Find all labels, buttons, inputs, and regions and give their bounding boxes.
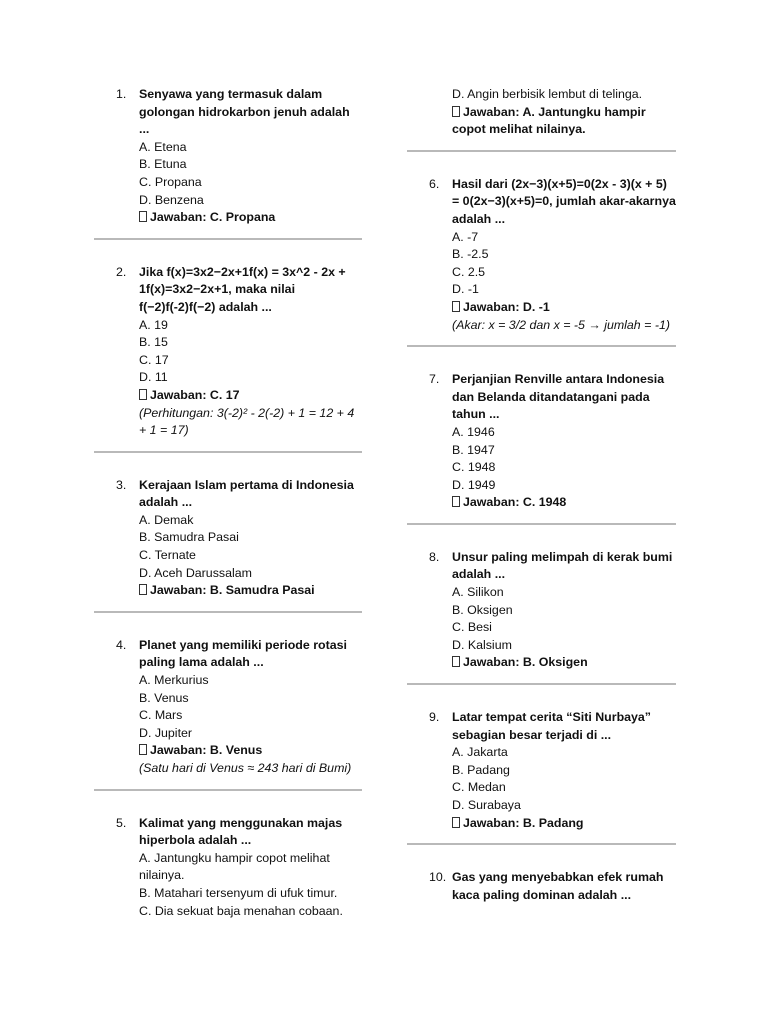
- question-text: Kalimat yang menggunakan majas hiperbola adalah ...: [139, 815, 343, 848]
- answer-note: (Perhitungan: 3(-2)² - 2(-2) + 1 = 12 + 4 + 1 = 17): [139, 405, 355, 438]
- option-b: B. Matahari tersenyum di ufuk timur.: [139, 885, 338, 900]
- answer-line: [452, 654, 676, 672]
- answer-line: [139, 742, 362, 760]
- checkbox-icon: [139, 584, 147, 595]
- option-a: A. Silikon: [452, 585, 504, 600]
- question-number: 6.: [429, 176, 440, 191]
- question-9: [407, 709, 676, 832]
- question-text: Senyawa yang termasuk dalam golongan hidrokarbon jenuh adalah ...: [139, 87, 350, 137]
- answer-text: Jawaban: B. Samudra Pasai: [150, 583, 315, 598]
- question-5-continued: [407, 86, 676, 139]
- question-1: [94, 86, 362, 227]
- question-number: 9.: [429, 710, 440, 725]
- option-c: C. 1948: [452, 460, 496, 475]
- answer-line: [452, 815, 676, 833]
- question-text: Latar tempat cerita “Siti Nurbaya” sebagian besar terjadi di ...: [452, 710, 652, 742]
- question-6: [407, 176, 676, 334]
- checkbox-icon: [139, 389, 147, 400]
- option-c: C. Besi: [452, 620, 492, 635]
- answer-line: [452, 104, 676, 139]
- answer-text: Jawaban: C. Propana: [150, 210, 276, 225]
- answer-text: Jawaban: C. 1948: [463, 495, 567, 510]
- answer-text: Jawaban: B. Venus: [150, 743, 263, 758]
- option-a: A. Merkurius: [139, 673, 209, 688]
- question-4: [94, 637, 362, 778]
- option-d: D. Angin berbisik lembut di telinga.: [452, 87, 643, 101]
- question-8: [407, 549, 676, 672]
- question-number: 2.: [116, 264, 127, 279]
- answer-line: [452, 494, 676, 512]
- question-text: Unsur paling melimpah di kerak bumi adalah ...: [452, 549, 673, 582]
- option-d: D. Aceh Darussalam: [139, 565, 252, 580]
- question-text: Perjanjian Renville antara Indonesia dan Belanda ditandatangani pada tahun ...: [452, 372, 665, 422]
- option-d: D. Jupiter: [139, 725, 193, 740]
- question-text: Hasil dari (2x−3)(x+5)=0(2x - 3)(x + 5) = 0(2x−3)(x+5)=0, jumlah akar-akarnya adalah ...: [452, 176, 676, 226]
- option-b: B. -2.5: [452, 247, 489, 262]
- option-b: B. Oksigen: [452, 602, 513, 617]
- checkbox-icon: [452, 656, 460, 667]
- option-c: C. 17: [139, 352, 169, 367]
- answer-line: [452, 299, 676, 317]
- question-number: 10.: [429, 870, 447, 885]
- option-a: A. Demak: [139, 512, 194, 527]
- option-c: C. 2.5: [452, 264, 486, 279]
- option-a: A. Jantungku hampir copot melihat nilainya.: [139, 850, 330, 883]
- checkbox-icon: [139, 211, 147, 222]
- answer-line: [139, 387, 362, 405]
- answer-line: [139, 582, 362, 600]
- option-b: B. Padang: [452, 762, 510, 777]
- option-c: C. Dia sekuat baja menahan cobaan.: [139, 903, 343, 918]
- option-d: D. Kalsium: [452, 637, 512, 652]
- question-number: 5.: [116, 815, 127, 830]
- option-a: A. 19: [139, 317, 168, 332]
- answer-text: Jawaban: D. -1: [463, 299, 550, 314]
- option-a: A. -7: [452, 229, 479, 244]
- question-number: 8.: [429, 549, 440, 564]
- answer-note: (Satu hari di Venus ≈ 243 hari di Bumi): [139, 761, 352, 775]
- option-d: D. -1: [452, 282, 479, 297]
- option-d: D. Surabaya: [452, 798, 521, 812]
- option-b: B. 15: [139, 335, 168, 350]
- option-c: C. Medan: [452, 780, 506, 795]
- right-column: [407, 86, 676, 904]
- answer-note: (Akar: x = 3/2 dan x = -5 → jumlah = -1): [452, 317, 670, 332]
- question-text: Planet yang memiliki periode rotasi paling lama adalah ...: [139, 637, 347, 670]
- checkbox-icon: [452, 106, 460, 117]
- option-d: D. 11: [139, 370, 168, 385]
- question-text: Jika f(x)=3x2−2x+1f(x) = 3x^2 - 2x + 1f(x)=3x2−2x+1, maka nilai f(−2)f(-2)f(−2) adalah ...: [139, 264, 346, 314]
- question-3: [94, 477, 362, 600]
- answer-text: Jawaban: C. 17: [150, 387, 240, 402]
- option-b: B. Etuna: [139, 157, 187, 172]
- option-b: B. 1947: [452, 442, 495, 457]
- question-5: [94, 815, 362, 921]
- question-text: Gas yang menyebabkan efek rumah kaca paling dominan adalah ...: [452, 870, 664, 902]
- question-7: [407, 371, 676, 512]
- answer-text: Jawaban: B. Oksigen: [463, 655, 588, 670]
- question-10: [407, 869, 676, 904]
- option-a: A. Etena: [139, 139, 187, 154]
- answer-line: [139, 209, 362, 227]
- option-b: B. Venus: [139, 690, 189, 705]
- question-number: 7.: [429, 372, 440, 387]
- option-a: A. 1946: [452, 424, 495, 439]
- question-number: 1.: [116, 87, 127, 101]
- checkbox-icon: [452, 301, 460, 312]
- option-a: A. Jakarta: [452, 745, 508, 760]
- option-d: D. Benzena: [139, 192, 204, 207]
- question-text: Kerajaan Islam pertama di Indonesia adalah ...: [139, 477, 354, 510]
- question-number: 4.: [116, 637, 127, 652]
- option-c: C. Ternate: [139, 548, 196, 563]
- option-c: C. Propana: [139, 174, 202, 189]
- answer-text: Jawaban: A. Jantungku hampir copot melihat nilainya.: [452, 104, 646, 137]
- question-2: [94, 264, 362, 440]
- option-d: D. 1949: [452, 477, 496, 492]
- option-c: C. Mars: [139, 708, 183, 723]
- checkbox-icon: [452, 817, 460, 828]
- checkbox-icon: [139, 744, 147, 755]
- question-number: 3.: [116, 477, 127, 492]
- left-column: [94, 86, 362, 920]
- checkbox-icon: [452, 496, 460, 507]
- answer-text: Jawaban: B. Padang: [463, 815, 584, 830]
- option-b: B. Samudra Pasai: [139, 530, 239, 545]
